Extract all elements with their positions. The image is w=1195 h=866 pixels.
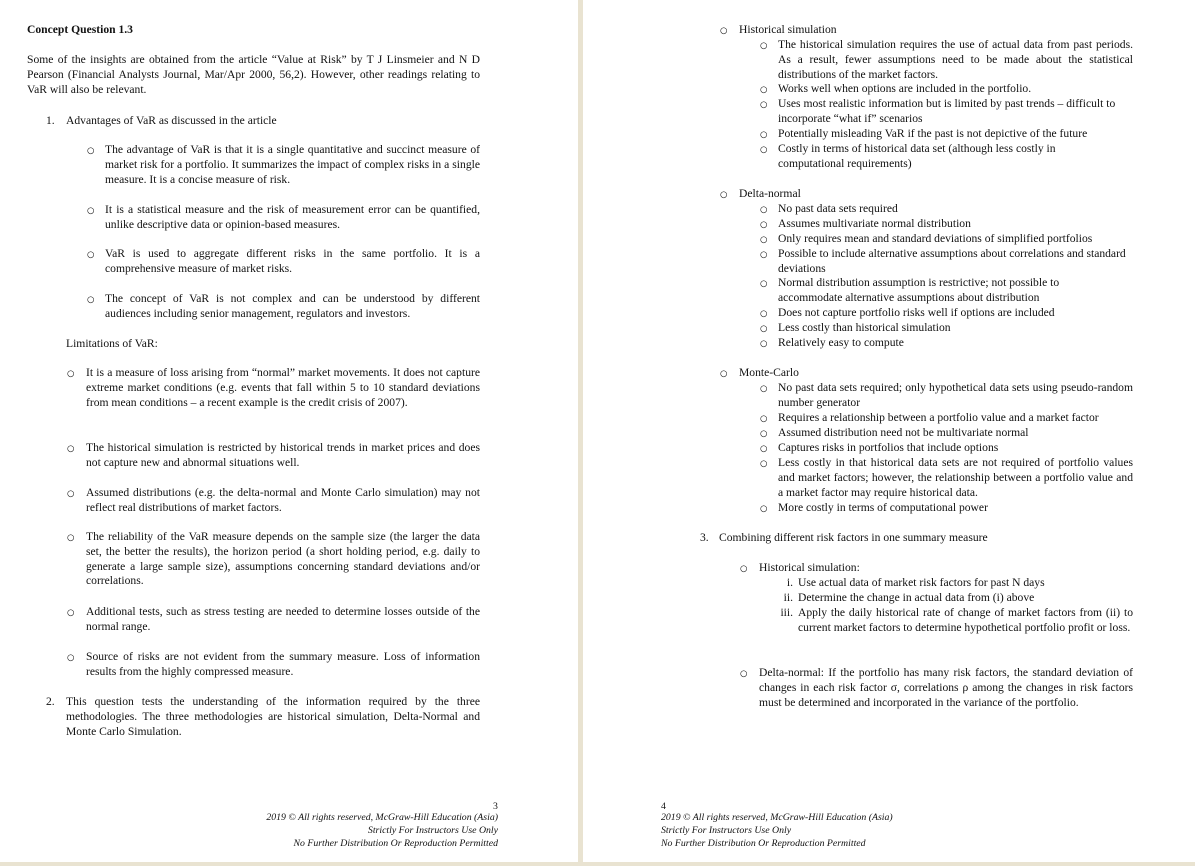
hist-sim-item: Works well when options are included in the portfolio. <box>778 82 1032 95</box>
bullet-icon: ○ <box>760 205 768 215</box>
limitation-item: Additional tests, such as stress testing are needed to determine losses outside of the normal range. <box>86 605 480 633</box>
hist-sim-item: Potentially misleading VaR if the past is not depictive of the future <box>778 127 1088 140</box>
bullet-icon: ○ <box>87 250 95 260</box>
bullet-icon: ○ <box>67 444 75 454</box>
bullet-icon: ○ <box>760 459 768 469</box>
hs-label: Historical simulation: <box>759 561 860 574</box>
bullet-icon: ○ <box>760 41 768 51</box>
bullet-icon: ○ <box>760 145 768 155</box>
bullet-icon: ○ <box>87 206 95 216</box>
delta-normal-item: Only requires mean and standard deviations of simplified portfolios <box>778 232 1093 245</box>
left-page <box>0 0 578 862</box>
delta-normal-combination: Delta-normal: If the portfolio has many risk factors, the standard deviation of changes in each risk factor σ, correlations ρ among the changes in risk factors must be determined and incorporated in the variance of the portfolio. <box>759 666 1133 709</box>
bullet-icon: ○ <box>740 669 748 679</box>
bullet-icon: ○ <box>760 429 768 439</box>
monte-carlo-item: Requires a relationship between a portfolio value and a market factor <box>778 411 1099 424</box>
footer-copyright: 2019 © All rights reserved, McGraw-Hill Education (Asia) <box>266 812 498 823</box>
step-text: Determine the change in actual data from (i) above <box>798 591 1035 604</box>
bullet-icon: ○ <box>67 653 75 663</box>
bullet-icon: ○ <box>760 235 768 245</box>
limitation-item: The reliability of the VaR measure depends on the sample size (the larger the data set, the better the results), the horizon period (a short holding period, e.g. daily to generate a large sample size), assumptions concerning standard deviations and/or correlations. <box>86 530 480 588</box>
q2-text: This question tests the understanding of the information required by the three methodologies. The three methodologies are historical simulation, Delta-Normal and Monte Carlo Simulation. <box>66 695 480 738</box>
step-text: Apply the daily historical rate of change of market factors from (ii) to current market factors to determine hypothetical portfolio profit or loss. <box>798 606 1133 634</box>
bullet-icon: ○ <box>760 279 768 289</box>
delta-normal-item: Less costly than historical simulation <box>778 321 951 334</box>
delta-normal-item: Assumes multivariate normal distribution <box>778 217 971 230</box>
bullet-icon: ○ <box>760 339 768 349</box>
bullet-icon: ○ <box>760 130 768 140</box>
hist-sim-title: Historical simulation <box>739 23 837 36</box>
delta-normal-title: Delta-normal <box>739 187 801 200</box>
advantage-item: It is a statistical measure and the risk of measurement error can be quantified, unlike descriptive data or opinion-based measures. <box>105 203 480 231</box>
limitations-title: Limitations of VaR: <box>66 337 158 350</box>
bullet-icon: ○ <box>67 369 75 379</box>
bullet-icon: ○ <box>760 100 768 110</box>
monte-carlo-item: More costly in terms of computational power <box>778 501 988 514</box>
bullet-icon: ○ <box>720 190 728 200</box>
footer-distribution-notice: No Further Distribution Or Reproduction Permitted <box>661 838 866 849</box>
monte-carlo-item: Assumed distribution need not be multivariate normal <box>778 426 1029 439</box>
advantage-item: The concept of VaR is not complex and can be understood by different audiences including senior management, regulators and investors. <box>105 292 480 320</box>
bullet-icon: ○ <box>87 295 95 305</box>
limitation-item: It is a measure of loss arising from “normal” market movements. It does not capture extreme market conditions (e.g. events that fall within 5 to 10 standard deviations from mean conditions – a recent example is the credit crisis of 2007). <box>86 366 480 409</box>
footer-instructor-notice: Strictly For Instructors Use Only <box>661 825 792 836</box>
bullet-icon: ○ <box>740 564 748 574</box>
limitation-item: Assumed distributions (e.g. the delta-normal and Monte Carlo simulation) may not reflect real distributions of market factors. <box>86 486 480 514</box>
step-number: iii. <box>780 606 793 619</box>
bullet-icon: ○ <box>67 608 75 618</box>
footer-instructor-notice: Strictly For Instructors Use Only <box>367 825 498 836</box>
bullet-icon: ○ <box>760 85 768 95</box>
bullet-icon: ○ <box>760 444 768 454</box>
intro-paragraph: Some of the insights are obtained from the article “Value at Risk” by T J Linsmeier and N D Pearson (Financial Analysts Journal, Mar/Apr 2000, 56,2). However, other readings relating to VaR will also be relevant. <box>27 53 480 96</box>
delta-normal-item: No past data sets required <box>778 202 898 215</box>
monte-carlo-item: Less costly in that historical data sets are not required of portfolio values and market factors; however, the relationship between a portfolio value and a market factor may require historical data. <box>778 456 1133 499</box>
hist-sim-item: Costly in terms of historical data set (although less costly in computational requirements) <box>778 142 1056 170</box>
monte-carlo-item: Captures risks in portfolios that include options <box>778 441 999 454</box>
bullet-icon: ○ <box>760 384 768 394</box>
hist-sim-item: Uses most realistic information but is limited by past trends – difficult to incorporate “what if” scenarios <box>778 97 1116 125</box>
bullet-icon: ○ <box>720 26 728 36</box>
delta-normal-item: Does not capture portfolio risks well if options are included <box>778 306 1055 319</box>
q1-number: 1. <box>46 114 55 127</box>
page-number: 4 <box>661 801 666 812</box>
page-heading: Concept Question 1.3 <box>27 23 133 36</box>
delta-normal-item: Relatively easy to compute <box>778 336 904 349</box>
bullet-icon: ○ <box>67 533 75 543</box>
bullet-icon: ○ <box>87 146 95 156</box>
page-number: 3 <box>493 801 498 812</box>
bullet-icon: ○ <box>720 369 728 379</box>
bullet-icon: ○ <box>760 414 768 424</box>
bullet-icon: ○ <box>67 489 75 499</box>
monte-carlo-title: Monte-Carlo <box>739 366 799 379</box>
advantage-item: The advantage of VaR is that it is a single quantitative and succinct measure of market risk for a portfolio. It summarizes the impact of complex risks in a single measure. It is a concise measure of risk. <box>105 143 480 186</box>
bullet-icon: ○ <box>760 220 768 230</box>
limitation-item: The historical simulation is restricted by historical trends in market prices and does not capture new and abnormal situations well. <box>86 441 480 469</box>
delta-normal-item: Normal distribution assumption is restrictive; not possible to accommodate alternative assumptions about distribution <box>778 276 1060 304</box>
step-text: Use actual data of market risk factors for past N days <box>798 576 1045 589</box>
q3-number: 3. <box>700 531 709 544</box>
monte-carlo-item: No past data sets required; only hypothetical data sets using pseudo-random number generator <box>778 381 1133 409</box>
bullet-icon: ○ <box>760 504 768 514</box>
footer-distribution-notice: No Further Distribution Or Reproduction Permitted <box>293 838 498 849</box>
limitation-item: Source of risks are not evident from the summary measure. Loss of information results from the highly compressed measure. <box>86 650 480 678</box>
step-number: i. <box>786 576 793 589</box>
q2-number: 2. <box>46 695 55 708</box>
hist-sim-item: The historical simulation requires the use of actual data from past periods. As a result, fewer assumptions need to be made about the statistical distributions of the market factors. <box>778 38 1133 81</box>
advantage-item: VaR is used to aggregate different risks in the same portfolio. It is a comprehensive measure of market risks. <box>105 247 480 275</box>
q1-title: Advantages of VaR as discussed in the article <box>66 114 277 127</box>
q3-title: Combining different risk factors in one summary measure <box>719 531 988 544</box>
bullet-icon: ○ <box>760 324 768 334</box>
bullet-icon: ○ <box>760 250 768 260</box>
step-number: ii. <box>783 591 793 604</box>
bullet-icon: ○ <box>760 309 768 319</box>
delta-normal-item: Possible to include alternative assumptions about correlations and standard deviations <box>778 247 1126 275</box>
footer-copyright: 2019 © All rights reserved, McGraw-Hill Education (Asia) <box>661 812 893 823</box>
right-page <box>583 0 1195 862</box>
